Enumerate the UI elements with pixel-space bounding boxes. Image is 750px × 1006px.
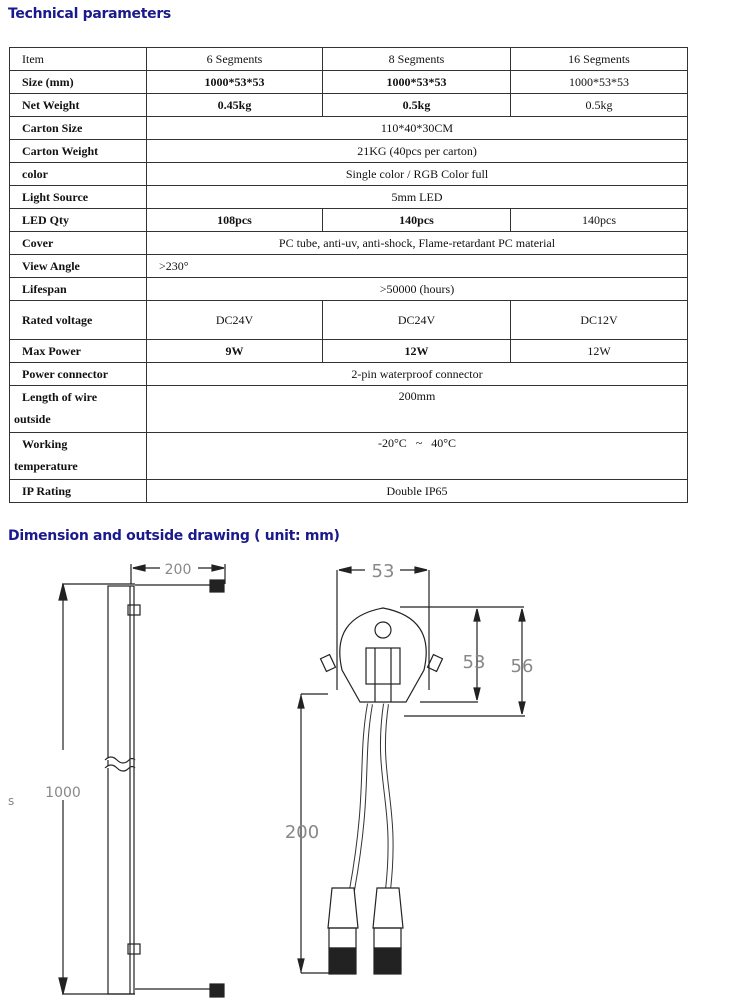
label-line: Working [22,437,68,451]
cable-length-dimension: 200 [284,822,320,843]
height-56-dimension: 56 [510,656,534,677]
side-label: s [8,794,15,808]
cell: Rated voltage [10,301,147,340]
cell: 16 Segments [511,48,688,71]
cell: 140pcs [323,209,511,232]
cell: Item [10,48,147,71]
cell: 8 Segments [323,48,511,71]
cell: LED Qty [10,209,147,232]
table-row [10,140,688,163]
cell: -20°C ~ 40°C [147,433,688,480]
cell: View Angle [10,255,147,278]
label-line: temperature [14,459,78,473]
cell [10,386,147,433]
height-53-dimension: 53 [462,652,486,673]
spec-table [9,47,688,503]
table-row [10,71,688,94]
cell: DC24V [323,301,511,340]
cell: Size (mm) [10,71,147,94]
width-dimension: 53 [371,561,395,582]
dimension-drawing [0,550,750,1006]
cell: DC24V [147,301,323,340]
cell: Single color / RGB Color full [147,163,688,186]
table-row [10,255,688,278]
cell: 6 Segments [147,48,323,71]
cell: >230° [147,255,688,278]
table-row [10,163,688,186]
cell: 1000*53*53 [147,71,323,94]
label-line: outside [14,412,51,426]
cell: Carton Size [10,117,147,140]
table-row [10,209,688,232]
table-row [10,94,688,117]
cell: 1000*53*53 [511,71,688,94]
table-row [10,433,688,480]
cell: Lifespan [10,278,147,301]
cell: 12W [323,340,511,363]
cell: DC12V [511,301,688,340]
table-row [10,117,688,140]
tube-side-view [59,564,225,997]
wire-length-dimension: 200 [164,562,192,578]
table-row [10,363,688,386]
cell: Carton Weight [10,140,147,163]
table-row [10,386,688,433]
cell: Light Source [10,186,147,209]
table-row [10,480,688,503]
cell: 21KG (40pcs per carton) [147,140,688,163]
section-title-technical: Technical parameters [8,6,171,22]
cell: Net Weight [10,94,147,117]
table-row [10,340,688,363]
cell: PC tube, anti-uv, anti-shock, Flame-retardant PC material [147,232,688,255]
table-row [10,232,688,255]
end-view [298,567,525,974]
cell [10,433,147,480]
cell: Power connector [10,363,147,386]
cell: 1000*53*53 [323,71,511,94]
cell: >50000 (hours) [147,278,688,301]
label-line: Length of wire [22,390,98,404]
cell: 0.5kg [323,94,511,117]
tube-length-dimension: 1000 [45,785,81,801]
cell: Cover [10,232,147,255]
cell: color [10,163,147,186]
cell: 5mm LED [147,186,688,209]
cell: Double IP65 [147,480,688,503]
table-row [10,301,688,340]
cell: 108pcs [147,209,323,232]
cell: 2-pin waterproof connector [147,363,688,386]
cell: 200mm [147,386,688,433]
cell: 110*40*30CM [147,117,688,140]
cell: IP Rating [10,480,147,503]
cell: 140pcs [511,209,688,232]
cell: Max Power [10,340,147,363]
table-row [10,48,688,71]
cell: 0.5kg [511,94,688,117]
cell: 12W [511,340,688,363]
table-row [10,278,688,301]
cell: 9W [147,340,323,363]
cell: 0.45kg [147,94,323,117]
table-row [10,186,688,209]
section-title-drawing: Dimension and outside drawing ( unit: mm) [8,528,340,544]
